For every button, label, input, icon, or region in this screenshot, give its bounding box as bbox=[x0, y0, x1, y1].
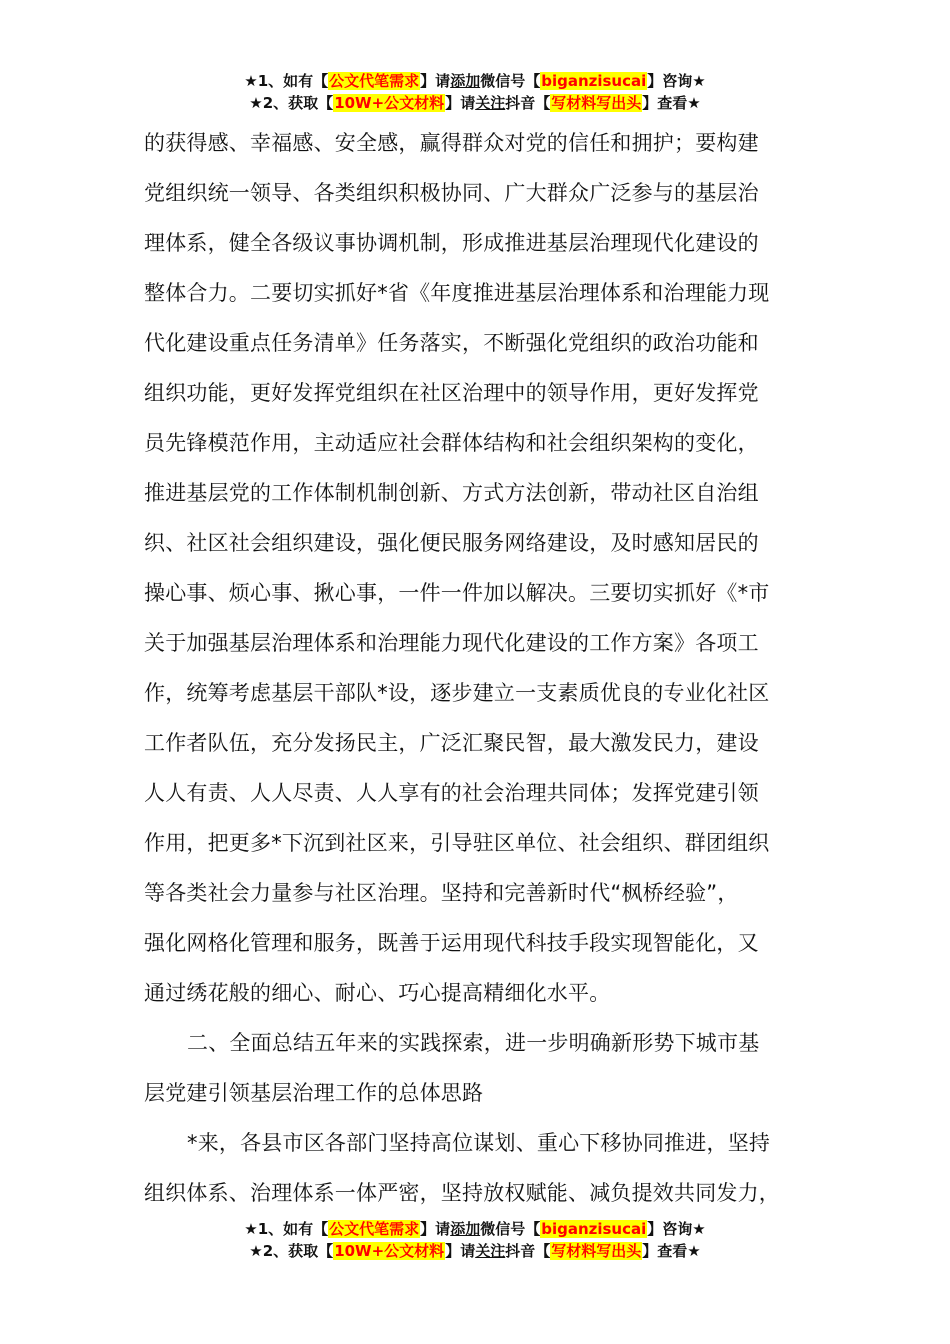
footer-line-1-highlight-1: 公文代笔需求 bbox=[329, 1220, 420, 1238]
body-line: 党组织统一领导、各类组织积极协同、广大群众广泛参与的基层治 bbox=[144, 181, 759, 205]
banner-line-1-underlined: 添加 bbox=[450, 72, 481, 90]
footer-line-2-suffix: 】查看★ bbox=[642, 1242, 701, 1260]
body-line: 的获得感、幸福感、安全感，赢得群众对党的信任和拥护；要构建 bbox=[144, 131, 759, 155]
document-body bbox=[144, 118, 814, 1218]
footer-banner-line-2 bbox=[0, 1240, 950, 1262]
footer-line-2-underlined: 关注 bbox=[475, 1242, 506, 1260]
banner-line-1-suffix: 】咨询★ bbox=[647, 72, 706, 90]
body-line: *来，各县市区各部门坚持高位谋划、重心下移协同推进，坚持 bbox=[187, 1131, 771, 1155]
banner-line-1-prefix: ★1、如有【 bbox=[244, 72, 329, 90]
body-line: 组织功能，更好发挥党组织在社区治理中的领导作用，更好发挥党 bbox=[144, 381, 759, 405]
body-line: 作，统筹考虑基层干部队*设，逐步建立一支素质优良的专业化社区 bbox=[144, 681, 770, 705]
body-line: 工作者队伍，充分发扬民主，广泛汇聚民智，最大激发民力，建设 bbox=[144, 731, 759, 755]
body-line: 员先锋模范作用，主动适应社会群体结构和社会组织架构的变化， bbox=[144, 431, 759, 455]
header-banner bbox=[0, 70, 950, 114]
footer-line-1-mid-1: 】请 bbox=[420, 1220, 451, 1238]
body-line: 代化建设重点任务清单》任务落实，不断强化党组织的政治功能和 bbox=[144, 331, 759, 355]
footer-line-2-mid-1: 】请 bbox=[445, 1242, 476, 1260]
body-line: 通过绣花般的细心、耐心、巧心提高精细化水平。 bbox=[144, 981, 611, 1005]
footer-banner-line-1 bbox=[0, 1218, 950, 1240]
banner-line-2 bbox=[0, 92, 950, 114]
footer-line-2-mid-2: 抖音【 bbox=[505, 1242, 551, 1260]
banner-line-1-mid-1: 】请 bbox=[420, 72, 451, 90]
footer-line-1-prefix: ★1、如有【 bbox=[244, 1220, 329, 1238]
footer-line-1-suffix: 】咨询★ bbox=[647, 1220, 706, 1238]
banner-line-2-mid-2: 抖音【 bbox=[505, 94, 551, 112]
banner-line-2-suffix: 】查看★ bbox=[642, 94, 701, 112]
banner-line-2-highlight-1: 10W+公文材料 bbox=[334, 94, 445, 112]
body-line: 整体合力。二要切实抓好*省《年度推进基层治理体系和治理能力现 bbox=[144, 281, 770, 305]
body-line: 等各类社会力量参与社区治理。坚持和完善新时代“枫桥经验”， bbox=[144, 881, 739, 905]
banner-line-2-prefix: ★2、获取【 bbox=[249, 94, 334, 112]
footer-line-2-prefix: ★2、获取【 bbox=[249, 1242, 334, 1260]
banner-line-1-mid-2: 微信号【 bbox=[480, 72, 541, 90]
body-line: 织、社区社会组织建设，强化便民服务网络建设，及时感知居民的 bbox=[144, 531, 759, 555]
banner-line-2-mid-1: 】请 bbox=[445, 94, 476, 112]
banner-line-1-highlight-2: biganzisucai bbox=[541, 72, 647, 90]
banner-line-2-underlined: 关注 bbox=[475, 94, 506, 112]
footer-line-1-highlight-2: biganzisucai bbox=[541, 1220, 647, 1238]
banner-line-1 bbox=[0, 70, 950, 92]
body-line: 人人有责、人人尽责、人人享有的社会治理共同体；发挥党建引领 bbox=[144, 781, 759, 805]
body-line: 作用，把更多*下沉到社区来，引导驻区单位、社会组织、群团组织 bbox=[144, 831, 770, 855]
banner-line-2-highlight-2: 写材料写出头 bbox=[551, 94, 642, 112]
body-line: 推进基层党的工作体制机制创新、方式方法创新，带动社区自治组 bbox=[144, 481, 759, 505]
body-line: 强化网格化管理和服务，既善于运用现代科技手段实现智能化，又 bbox=[144, 931, 759, 955]
footer-line-2-highlight-1: 10W+公文材料 bbox=[334, 1242, 445, 1260]
body-line: 理体系，健全各级议事协调机制，形成推进基层治理现代化建设的 bbox=[144, 231, 759, 255]
body-line: 组织体系、治理体系一体严密，坚持放权赋能、减负提效共同发力， bbox=[144, 1181, 780, 1205]
footer-line-1-underlined: 添加 bbox=[450, 1220, 481, 1238]
section-heading-line: 层党建引领基层治理工作的总体思路 bbox=[144, 1081, 484, 1105]
footer-banner bbox=[0, 1218, 950, 1262]
body-line: 操心事、烦心事、揪心事，一件一件加以解决。三要切实抓好《*市 bbox=[144, 581, 770, 605]
body-line: 关于加强基层治理体系和治理能力现代化建设的工作方案》各项工 bbox=[144, 631, 759, 655]
footer-line-1-mid-2: 微信号【 bbox=[480, 1220, 541, 1238]
banner-line-1-highlight-1: 公文代笔需求 bbox=[329, 72, 420, 90]
footer-line-2-highlight-2: 写材料写出头 bbox=[551, 1242, 642, 1260]
section-heading-line: 二、全面总结五年来的实践探索，进一步明确新形势下城市基 bbox=[187, 1031, 760, 1055]
